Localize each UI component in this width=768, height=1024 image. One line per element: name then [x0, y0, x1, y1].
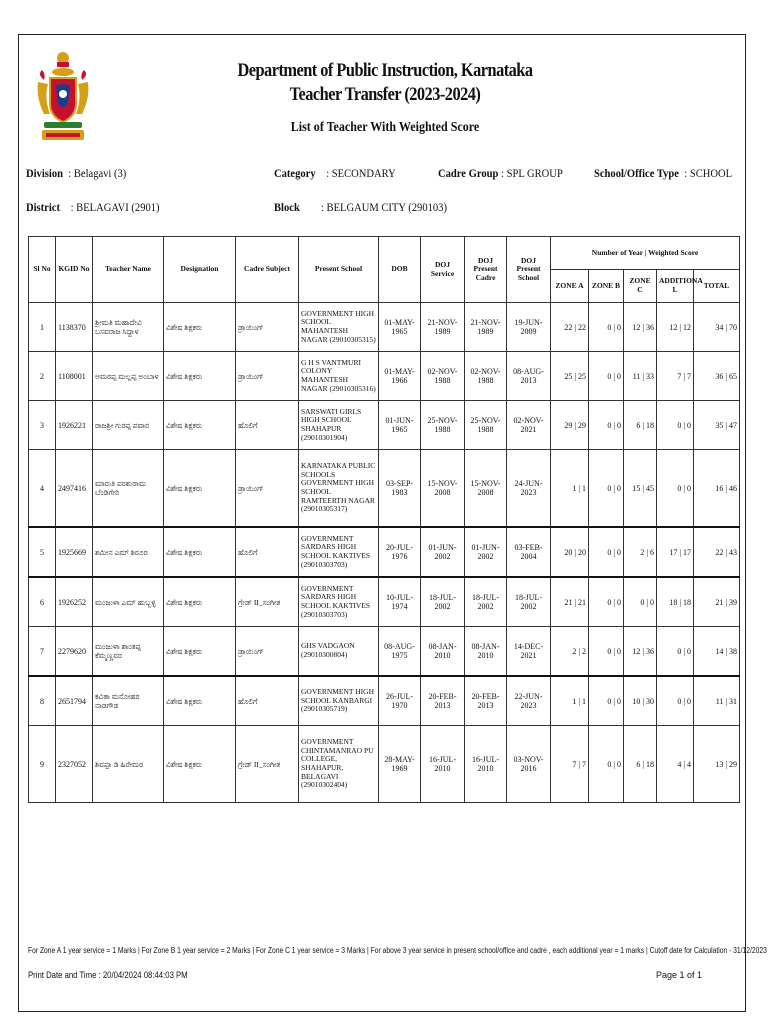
cell-additional: 0 | 0 [657, 450, 694, 528]
cell-present-school: GOVERNMENT HIGH SCHOOL MAHANTESH NAGAR (29010305315) [299, 303, 379, 352]
cell-doj-service: 20-FEB-2013 [421, 676, 465, 726]
cell-doj-present-cadre: 25-NOV-1988 [465, 401, 507, 450]
cell-present-school: GHS VADGAON (29010300804) [299, 627, 379, 677]
cell-dob: 01-MAY-1966 [379, 352, 421, 401]
cell-doj-present-school: 14-DEC-2021 [507, 627, 551, 677]
cell-doj-present-cadre: 18-JUL-2002 [465, 577, 507, 627]
separator: : [320, 200, 324, 214]
cell-zone-c: 11 | 33 [624, 352, 657, 401]
cell-doj-service: 18-JUL-2002 [421, 577, 465, 627]
cell-doj-present-school: 08-AUG-2013 [507, 352, 551, 401]
cell-dob: 10-JUL-1974 [379, 577, 421, 627]
cell-zone-a: 2 | 2 [551, 627, 589, 677]
print-date: Print Date and Time : 20/04/2024 08:44:03 PM [28, 970, 188, 980]
cell-zone-a: 7 | 7 [551, 726, 589, 803]
cell-cadre-subject: ಡ್ರಾಯಿಂಗ್ [236, 627, 299, 677]
header-additional: ADDITIONA L [657, 270, 694, 303]
report-header [180, 60, 590, 136]
cell-zone-b: 0 | 0 [589, 401, 624, 450]
cell-sl-no: 9 [29, 726, 56, 803]
cell-zone-c: 2 | 6 [624, 527, 657, 577]
cell-sl-no: 2 [29, 352, 56, 401]
cell-doj-present-school: 02-NOV-2021 [507, 401, 551, 450]
cell-doj-present-cadre: 02-NOV-1988 [465, 352, 507, 401]
cell-kgid: 1108001 [56, 352, 93, 401]
separator: : [326, 166, 330, 180]
cell-doj-present-school: 03-FEB-2004 [507, 527, 551, 577]
table-row [29, 401, 740, 450]
cell-present-school: G H S VANTMURI COLONY MAHANTESH NAGAR (29010305316) [299, 352, 379, 401]
cell-zone-a: 1 | 1 [551, 450, 589, 528]
cell-teacher-name: ಶಮೀನ ಎಮ್ ಶಿರೂರ [93, 527, 164, 577]
block-value: BELGAUM CITY (290103) [326, 200, 447, 214]
cell-additional: 7 | 7 [657, 352, 694, 401]
district-value: BELAGAVI (2901) [76, 200, 160, 214]
cell-present-school: SARSWATI GIRLS HIGH SCHOOL SHAHAPUR (29010301904) [299, 401, 379, 450]
cell-zone-b: 0 | 0 [589, 726, 624, 803]
cell-designation: ವಿಶೇಷ ಶಿಕ್ಷಕರು [164, 527, 236, 577]
cell-zone-b: 0 | 0 [589, 450, 624, 528]
division-value: Belagavi (3) [73, 166, 127, 180]
school-type-value: SCHOOL [689, 166, 733, 180]
header-sl-no: Sl No [29, 237, 56, 303]
block-label: Block [274, 200, 300, 214]
category-value: SECONDARY [331, 166, 396, 180]
header-total: TOTAL [694, 270, 740, 303]
cell-designation: ವಿಶೇಷ ಶಿಕ್ಷಕರು [164, 676, 236, 726]
header-zone-c: ZONE C [624, 270, 657, 303]
teacher-score-table [28, 236, 740, 803]
header-zone-b: ZONE B [589, 270, 624, 303]
division-label: Division [26, 166, 63, 180]
cell-designation: ವಿಶೇಷ ಶಿಕ್ಷಕರು [164, 450, 236, 528]
cell-zone-c: 6 | 18 [624, 726, 657, 803]
cell-kgid: 1138370 [56, 303, 93, 352]
cell-doj-present-cadre: 21-NOV-1989 [465, 303, 507, 352]
page-number: Page 1 of 1 [655, 970, 702, 980]
cell-designation: ವಿಶೇಷ ಶಿಕ್ಷಕರು [164, 401, 236, 450]
cell-doj-service: 15-NOV-2008 [421, 450, 465, 528]
header-doj-present-school: DOJ Present School [507, 237, 551, 303]
cell-doj-present-school: 03-NOV-2016 [507, 726, 551, 803]
cell-cadre-subject: ಹೊಲಿಗೆ [236, 401, 299, 450]
cell-kgid: 1926221 [56, 401, 93, 450]
list-title: List of Teacher With Weighted Score [290, 120, 480, 135]
cell-total: 16 | 46 [694, 450, 740, 528]
cell-sl-no: 3 [29, 401, 56, 450]
cell-sl-no: 5 [29, 527, 56, 577]
cell-zone-a: 20 | 20 [551, 527, 589, 577]
cell-doj-present-cadre: 08-JAN-2010 [465, 627, 507, 677]
cell-kgid: 1926252 [56, 577, 93, 627]
cell-additional: 12 | 12 [657, 303, 694, 352]
cell-zone-b: 0 | 0 [589, 627, 624, 677]
cell-designation: ವಿಶೇಷ ಶಿಕ್ಷಕರು [164, 577, 236, 627]
cell-sl-no: 1 [29, 303, 56, 352]
cell-teacher-name: ಮಂಜುಳಾ ಶಾಂತಪ್ಪ ಕೆಮ್ಮಣ್ಣವರ [93, 627, 164, 677]
cell-dob: 26-JUL-1970 [379, 676, 421, 726]
header-zone-a: ZONE A [551, 270, 589, 303]
cell-additional: 0 | 0 [657, 627, 694, 677]
cell-kgid: 2497416 [56, 450, 93, 528]
cell-zone-a: 21 | 21 [551, 577, 589, 627]
school-type-label: School/Office Type [594, 166, 679, 180]
cell-zone-a: 22 | 22 [551, 303, 589, 352]
header-teacher-name: Teacher Name [93, 237, 164, 303]
cell-doj-present-cadre: 15-NOV-2008 [465, 450, 507, 528]
cell-cadre-subject: ಡ್ರಾಯಿಂಗ್ [236, 450, 299, 528]
cell-doj-present-cadre: 01-JUN-2002 [465, 527, 507, 577]
cell-additional: 18 | 18 [657, 577, 694, 627]
cell-doj-service: 01-JUN-2002 [421, 527, 465, 577]
cell-doj-present-cadre: 16-JUL-2010 [465, 726, 507, 803]
cell-total: 22 | 43 [694, 527, 740, 577]
cell-additional: 4 | 4 [657, 726, 694, 803]
block-field [274, 200, 447, 215]
cell-kgid: 2651794 [56, 676, 93, 726]
cell-sl-no: 6 [29, 577, 56, 627]
cell-zone-c: 15 | 45 [624, 450, 657, 528]
cell-sl-no: 8 [29, 676, 56, 726]
separator: : [684, 166, 688, 180]
cell-present-school: GOVERNMENT CHINTAMANRAO PU COLLEGE, SHAHAPUR, BELAGAVI (29010302404) [299, 726, 379, 803]
cell-doj-present-school: 19-JUN-2009 [507, 303, 551, 352]
cell-cadre-subject: ಡ್ರಾಯಿಂಗ್ [236, 303, 299, 352]
cell-total: 13 | 29 [694, 726, 740, 803]
cell-teacher-name: ಮಂಜುಳಾ ಎಮ್ ಹುಬ್ಬಳ್ಳಿ [93, 577, 164, 627]
header-designation: Designation [164, 237, 236, 303]
cell-dob: 20-JUL-1976 [379, 527, 421, 577]
header-kgid: KGID No [56, 237, 93, 303]
cadre-group-field [438, 166, 563, 181]
cell-total: 34 | 70 [694, 303, 740, 352]
table-row [29, 450, 740, 528]
cell-teacher-name: ಅಮರಪ್ಪ ಮಲ್ಲಪ್ಪ ಅಂಬಾಳ [93, 352, 164, 401]
table-row [29, 303, 740, 352]
table-body [29, 303, 740, 803]
cell-doj-service: 08-JAN-2010 [421, 627, 465, 677]
cell-teacher-name: ಶ್ರೀಮತಿ ಮಹಾದೇವಿ ಬಸವರಾಜ ಸಿದ್ದಾಳ [93, 303, 164, 352]
cell-designation: ವಿಶೇಷ ಶಿಕ್ಷಕರು [164, 726, 236, 803]
department-title: Department of Public Instruction, Karnataka [237, 60, 533, 81]
header-doj-service: DOJ Service [421, 237, 465, 303]
cell-zone-c: 6 | 18 [624, 401, 657, 450]
cell-doj-service: 02-NOV-1988 [421, 352, 465, 401]
cell-doj-present-school: 22-JUN-2023 [507, 676, 551, 726]
category-label: Category [274, 166, 316, 180]
cell-zone-c: 0 | 0 [624, 577, 657, 627]
cadre-group-value: SPL GROUP [506, 166, 563, 180]
table-row [29, 726, 740, 803]
cell-total: 11 | 31 [694, 676, 740, 726]
cell-doj-present-school: 24-JUN-2023 [507, 450, 551, 528]
cell-dob: 28-MAY-1969 [379, 726, 421, 803]
cell-doj-present-school: 18-JUL-2002 [507, 577, 551, 627]
cell-zone-a: 25 | 25 [551, 352, 589, 401]
cell-doj-service: 16-JUL-2010 [421, 726, 465, 803]
cell-zone-b: 0 | 0 [589, 303, 624, 352]
cell-present-school: GOVERNMENT SARDARS HIGH SCHOOL KAKTIVES (29010303703) [299, 527, 379, 577]
cell-present-school: GOVERNMENT SARDARS HIGH SCHOOL KAKTIVES (29010303703) [299, 577, 379, 627]
district-field [26, 200, 160, 215]
cell-dob: 03-SEP-1983 [379, 450, 421, 528]
karnataka-emblem-icon [34, 48, 92, 148]
cell-doj-service: 21-NOV-1989 [421, 303, 465, 352]
cell-zone-c: 12 | 36 [624, 303, 657, 352]
cell-cadre-subject: ಗ್ರೇಡ್ II_ಸಂಗೀತ [236, 726, 299, 803]
cell-zone-b: 0 | 0 [589, 352, 624, 401]
category-field [274, 166, 396, 181]
header-cadre-subject: Cadre Subject [236, 237, 299, 303]
cell-zone-c: 12 | 36 [624, 627, 657, 677]
header-doj-present-cadre: DOJ Present Cadre [465, 237, 507, 303]
report-subtitle: Teacher Transfer (2023-2024) [289, 84, 481, 105]
district-label: District [26, 200, 61, 214]
scoring-note: For Zone A 1 year service = 1 Marks | For Zone B 1 year service = 2 Marks | For Zone C 1 year service = 3 Marks | For above 3 year service in present school/office and cadre , each additional year = 1 marks | Cutoff date for Calculation - 31/12/2023 [28, 946, 767, 955]
cell-designation: ವಿಶೇಷ ಶಿಕ್ಷಕರು [164, 303, 236, 352]
cell-teacher-name: ಕವಿತಾ ಮನೋಹರ ನಾಡಗೌಡ [93, 676, 164, 726]
cell-designation: ವಿಶೇಷ ಶಿಕ್ಷಕರು [164, 627, 236, 677]
division-field [26, 166, 126, 181]
cell-doj-service: 25-NOV-1988 [421, 401, 465, 450]
cell-cadre-subject: ಹೊಲಿಗೆ [236, 527, 299, 577]
cell-sl-no: 4 [29, 450, 56, 528]
cell-designation: ವಿಶೇಷ ಶಿಕ್ಷಕರು [164, 352, 236, 401]
cell-sl-no: 7 [29, 627, 56, 677]
cell-cadre-subject: ಗ್ರೇಡ್ II_ಸಂಗೀತ [236, 577, 299, 627]
cell-zone-b: 0 | 0 [589, 676, 624, 726]
cell-present-school: KARNATAKA PUBLIC SCHOOLS GOVERNMENT HIGH SCHOOL RAMTEERTH NAGAR (29010305317) [299, 450, 379, 528]
cell-total: 35 | 47 [694, 401, 740, 450]
separator: : [500, 166, 504, 180]
table-header-row [29, 237, 740, 270]
cell-additional: 0 | 0 [657, 401, 694, 450]
table-row [29, 627, 740, 677]
cell-cadre-subject: ಡ್ರಾಯಿಂಗ್ [236, 352, 299, 401]
cell-additional: 17 | 17 [657, 527, 694, 577]
cell-present-school: GOVERNMENT HIGH SCHOOL KANBARGI (29010305719) [299, 676, 379, 726]
separator: : [70, 200, 74, 214]
header-score-group: Number of Year | Weighted Score [551, 237, 740, 270]
cadre-group-label: Cadre Group [438, 166, 499, 180]
cell-total: 36 | 65 [694, 352, 740, 401]
table-row [29, 676, 740, 726]
cell-zone-a: 1 | 1 [551, 676, 589, 726]
cell-dob: 08-AUG-1975 [379, 627, 421, 677]
cell-kgid: 1925669 [56, 527, 93, 577]
cell-total: 14 | 38 [694, 627, 740, 677]
cell-kgid: 2327052 [56, 726, 93, 803]
separator: : [68, 166, 72, 180]
cell-zone-a: 29 | 29 [551, 401, 589, 450]
cell-teacher-name: ಶಿವಪ್ಪಾ ಡಿ ಹಿರೇಮಠ [93, 726, 164, 803]
cell-zone-b: 0 | 0 [589, 527, 624, 577]
cell-teacher-name: ಮಾರುತಿ ಪರಶುರಾಮ ಬೆಂಡಿಗೇರಿ [93, 450, 164, 528]
table-row [29, 352, 740, 401]
cell-total: 21 | 39 [694, 577, 740, 627]
header-present-school: Present School [299, 237, 379, 303]
header-dob: DOB [379, 237, 421, 303]
school-type-field [594, 166, 732, 181]
cell-kgid: 2279620 [56, 627, 93, 677]
cell-zone-c: 10 | 30 [624, 676, 657, 726]
cell-cadre-subject: ಹೊಲಿಗೆ [236, 676, 299, 726]
cell-doj-present-cadre: 20-FEB-2013 [465, 676, 507, 726]
cell-dob: 01-JUN-1965 [379, 401, 421, 450]
table-row [29, 527, 740, 577]
cell-additional: 0 | 0 [657, 676, 694, 726]
table-row [29, 577, 740, 627]
cell-teacher-name: ರಾಜಶ್ರೀ ಗುರಪ್ಪ ಪವಾರ [93, 401, 164, 450]
cell-zone-b: 0 | 0 [589, 577, 624, 627]
cell-dob: 01-MAY-1965 [379, 303, 421, 352]
